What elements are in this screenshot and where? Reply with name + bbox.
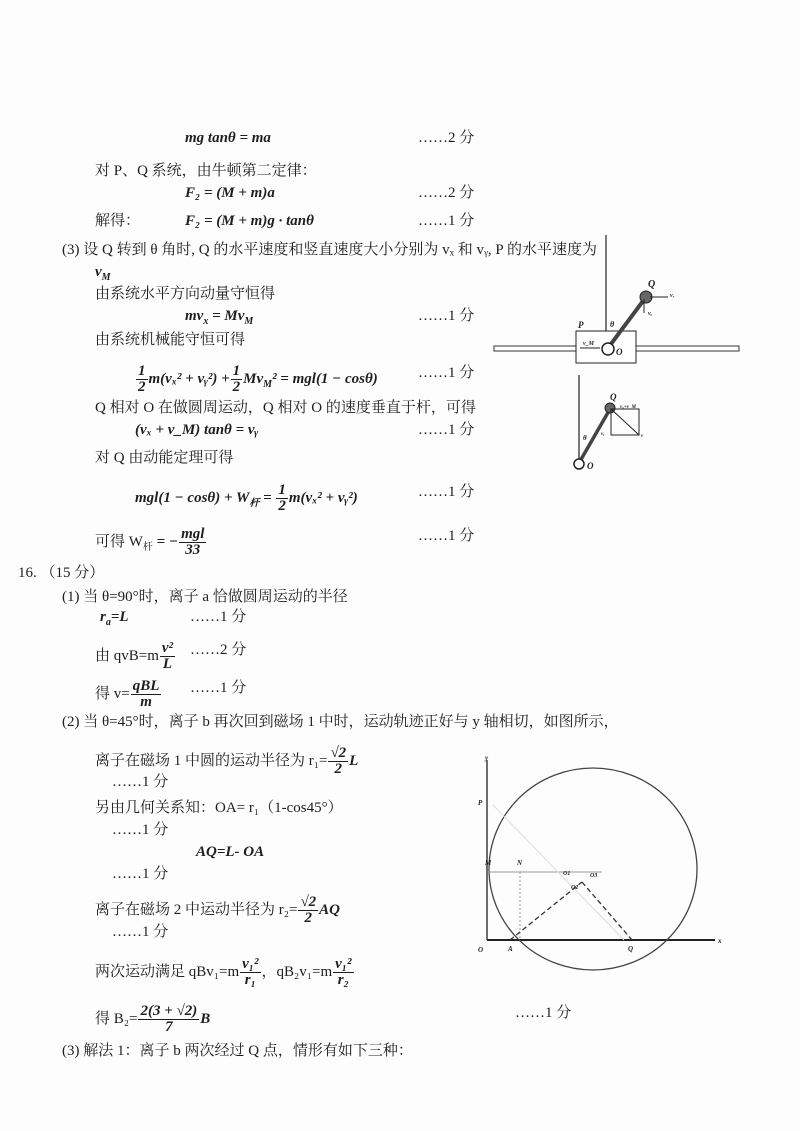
- den: 2: [232, 379, 241, 395]
- score: ……1 分: [112, 774, 169, 790]
- fraction: [276, 483, 288, 514]
- fraction: [328, 746, 348, 777]
- t: =L: [110, 609, 129, 625]
- den: r₂: [337, 972, 349, 988]
- formula: [95, 895, 340, 926]
- t: 离子在磁场 2 中运动半径为 r₂=: [95, 901, 298, 918]
- num: mgl: [181, 526, 205, 542]
- score: ……1 分: [515, 1005, 572, 1021]
- fraction: [333, 957, 353, 988]
- label-x: x: [718, 937, 722, 945]
- t: m(vₓ² + vᵧ²) +: [148, 370, 230, 387]
- score: ……1 分: [112, 866, 169, 882]
- num: v²: [161, 640, 174, 656]
- label-vx-vm: vₓ+v_M: [620, 405, 636, 410]
- score: ……1 分: [418, 528, 475, 544]
- label-p: P: [478, 799, 483, 807]
- score: ……1 分: [418, 365, 475, 381]
- text-line: Q 相对 O 在做圆周运动，Q 相对 O 的速度垂直于杆，可得: [95, 400, 476, 416]
- fraction: [138, 1004, 199, 1035]
- fraction: [179, 527, 206, 558]
- sub: M: [101, 272, 111, 283]
- fraction: [298, 895, 318, 926]
- text-line: (2) 当 θ=45°时，离子 b 再次回到磁场 1 中时，运动轨迹正好与 y 轴相切，如图所示，: [62, 714, 619, 730]
- score: ……1 分: [112, 822, 169, 838]
- t: 得 B₂=: [95, 1010, 138, 1027]
- den: m: [140, 694, 152, 710]
- num: √2: [330, 745, 347, 761]
- score: ……1 分: [190, 680, 247, 696]
- t: 两次运动满足 qBv₁=m: [95, 963, 240, 980]
- t: =: [259, 489, 276, 506]
- label-o1: O1: [563, 871, 571, 877]
- label-y: y: [485, 755, 489, 762]
- sub: M: [244, 316, 254, 327]
- label-a: A: [508, 945, 513, 953]
- sub: 杆: [142, 541, 153, 553]
- t: L: [349, 752, 359, 769]
- den: 2: [304, 910, 313, 926]
- formula: [95, 1004, 210, 1035]
- t: mv: [185, 308, 204, 324]
- text-line: 由系统水平方向动量守恒得: [95, 286, 276, 302]
- t: 离子在磁场 1 中圆的运动半径为 r₁=: [95, 752, 328, 769]
- sub: 杆: [249, 497, 260, 509]
- formula: (vₓ + v_M) tanθ = vᵧ: [135, 422, 259, 438]
- num: 1: [278, 482, 286, 498]
- formula: [100, 608, 129, 626]
- formula: [95, 957, 355, 988]
- t: = −: [152, 533, 179, 550]
- formula: [95, 641, 176, 672]
- den: r₁: [244, 972, 256, 988]
- score: ……1 分: [418, 213, 475, 229]
- t: m(vₓ² + vᵧ²): [288, 489, 358, 506]
- text-line: 另由几何关系知：OA= r₁（1-cos45°）: [95, 800, 343, 816]
- t: Mv: [243, 370, 264, 387]
- formula: F₂ = (M + m)g · tanθ: [185, 213, 314, 229]
- label-vy: vᵧ: [648, 311, 653, 317]
- fraction: [160, 641, 175, 672]
- label-q: Q: [628, 945, 634, 953]
- formula: AQ=L- OA: [196, 844, 265, 860]
- score: ……1 分: [112, 924, 169, 940]
- den: L: [162, 656, 173, 672]
- score: ……2 分: [190, 642, 247, 658]
- label-m: M: [485, 859, 492, 867]
- t: ，qB₂v₁=m: [261, 963, 333, 980]
- sub: a: [105, 617, 111, 628]
- label-theta: θ: [583, 434, 587, 442]
- t: ² = mgl(1 − cosθ): [272, 370, 378, 387]
- t: = Mv: [208, 308, 245, 324]
- score: ……1 分: [418, 484, 475, 500]
- den: 2: [138, 379, 146, 395]
- formula: [95, 263, 111, 281]
- den: 7: [165, 1019, 173, 1035]
- label-o3: O3: [590, 873, 598, 879]
- figure-velocity-decomposition: [565, 375, 685, 475]
- fraction: [240, 957, 260, 988]
- label-theta: θ: [610, 320, 615, 329]
- num: v₁²: [242, 956, 259, 972]
- t: B: [200, 1010, 211, 1027]
- label-o: O: [478, 946, 484, 954]
- text-line: (3) 设 Q 转到 θ 角时, Q 的水平速度和竖直速度大小分别为 vₓ 和 vᵧ, P 的水平速度为: [62, 242, 597, 258]
- label-p: P: [578, 320, 584, 330]
- formula: [95, 527, 207, 558]
- formula: [95, 679, 162, 710]
- score: ……1 分: [190, 609, 247, 625]
- label-v: v: [641, 434, 644, 439]
- label-n: N: [517, 859, 523, 867]
- text-line: (3) 解法 1：离子 b 两次经过 Q 点，情形有如下三种：: [62, 1043, 413, 1059]
- t: mgl(1 − cosθ) + W: [135, 489, 250, 506]
- formula: [185, 307, 253, 325]
- t: AQ: [319, 901, 341, 918]
- score: ……2 分: [418, 130, 475, 146]
- figure-block-rod: [490, 235, 745, 370]
- sub: x: [203, 316, 209, 327]
- text-line: 对 P、Q 系统，由牛顿第二定律：: [95, 163, 317, 179]
- label-vm: v_M: [583, 341, 594, 347]
- fraction: [136, 364, 148, 395]
- den: 33: [185, 542, 201, 558]
- formula: mg tanθ = ma: [185, 130, 271, 146]
- label-q: Q: [610, 392, 617, 402]
- text-line: 由系统机械能守恒可得: [95, 332, 246, 348]
- t: r: [100, 609, 106, 625]
- figure-magnetic-trajectory: [470, 755, 725, 975]
- t: 可得 W: [95, 533, 143, 550]
- t: 由 qvB=m: [95, 647, 159, 664]
- label-o2: O2: [571, 885, 579, 891]
- sub: M: [263, 378, 273, 390]
- formula: [135, 483, 358, 514]
- text-line: 对 Q 由动能定理可得: [95, 450, 234, 466]
- formula: [135, 364, 378, 395]
- score: ……1 分: [418, 422, 475, 438]
- num: 1: [232, 363, 241, 379]
- label-q: Q: [648, 279, 656, 290]
- num: 1: [138, 363, 146, 379]
- num: qBL: [132, 678, 160, 694]
- label-o: O: [587, 461, 594, 471]
- text-line: (1) 当 θ=90°时，离子 a 恰做圆周运动的半径: [62, 589, 348, 605]
- den: 2: [334, 761, 343, 777]
- num: 2(3 + √2): [140, 1003, 198, 1019]
- text-line: 解得：: [95, 213, 141, 229]
- den: 2: [278, 498, 286, 514]
- question-number: 16. （15 分）: [18, 565, 105, 581]
- num: v₁²: [335, 956, 352, 972]
- fraction: [131, 679, 162, 710]
- score: ……1 分: [418, 308, 475, 324]
- label-o: O: [616, 347, 623, 357]
- label-vx: vₓ: [670, 293, 675, 299]
- score: ……2 分: [418, 185, 475, 201]
- fraction: [231, 364, 243, 395]
- num: √2: [300, 894, 317, 910]
- formula: F₂ = (M + m)a: [185, 185, 275, 201]
- v: v: [95, 264, 102, 280]
- t: 得 v=: [95, 685, 130, 702]
- label-vy: vᵧ: [601, 432, 605, 437]
